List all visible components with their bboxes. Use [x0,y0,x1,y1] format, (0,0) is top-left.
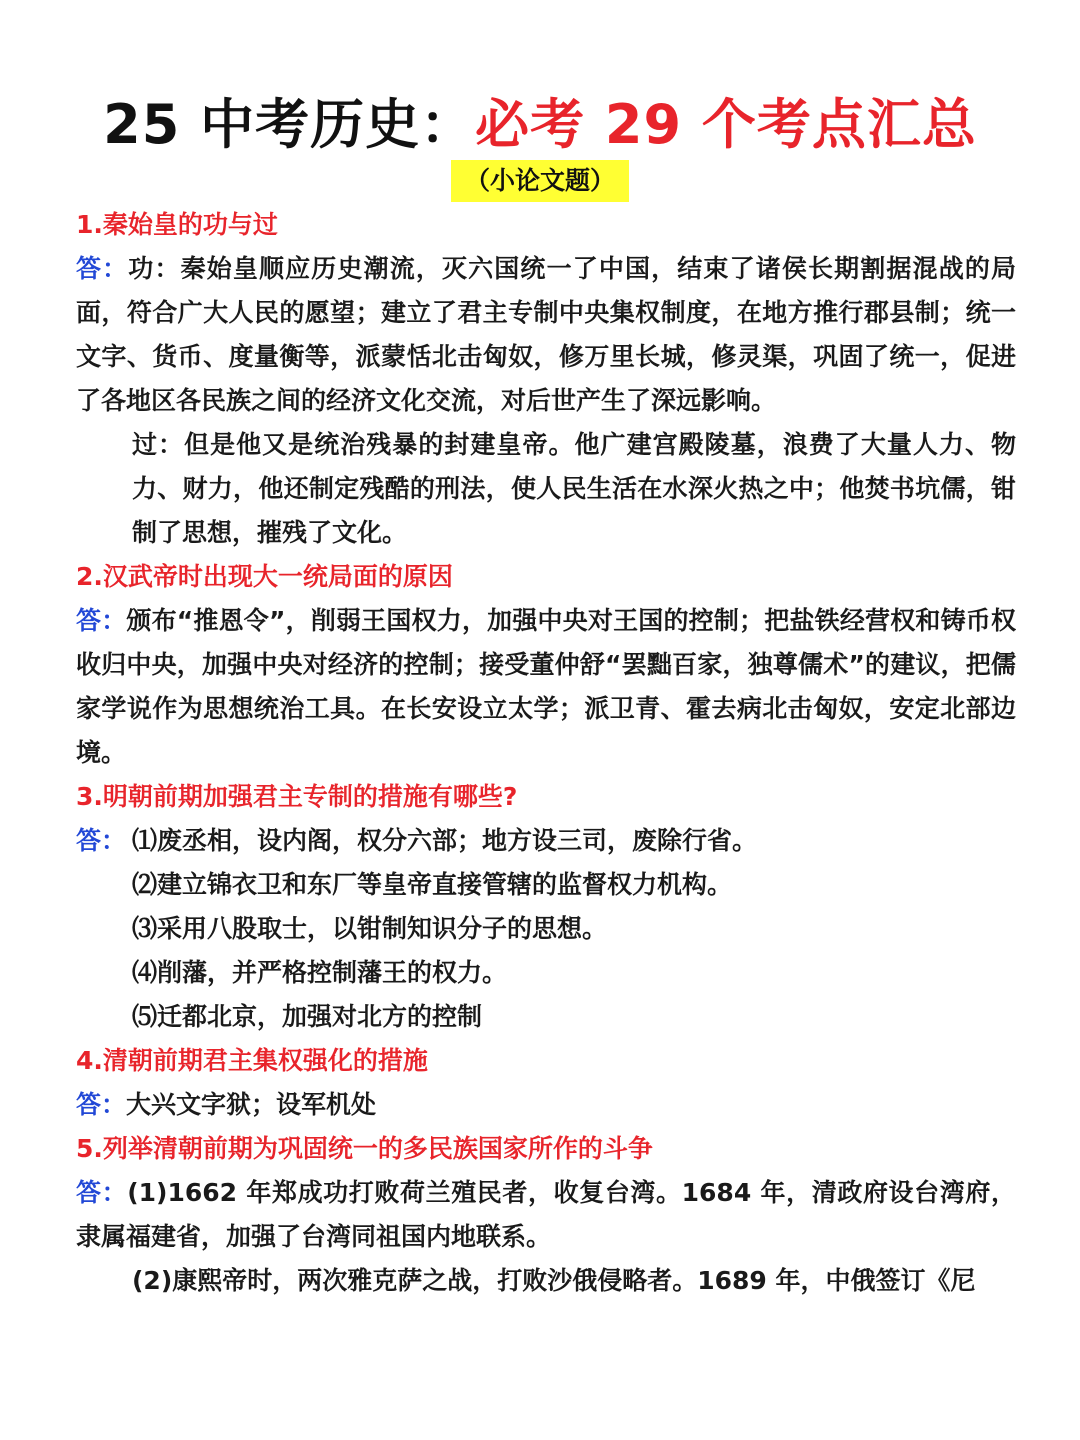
question-1: 1.秦始皇的功与过 [76,210,278,239]
answer-label: 答： [76,254,129,283]
answer-5-text: (1)1662 年郑成功打败荷兰殖民者，收复台湾。1684 年，清政府设台湾府，隶属福建省，加强了台湾同祖国内地联系。 [76,1178,1016,1251]
subtitle-highlight: （小论文题） [451,160,629,202]
answer-3-item: ⑶采用八股取士，以钳制知识分子的思想。 [132,914,608,943]
answer-2-text: 颁布“推恩令”，削弱王国权力，加强中央对王国的控制；把盐铁经营权和铸币权收归中央，加强中央对经济的控制；接受董仲舒“罢黜百家，独尊儒术”的建议，把儒家学说作为思想统治工具。在长安设立太学；派卫青、霍去病北击匈奴，安定北部边境。 [76,606,1016,767]
answer-label: 答： [76,1090,127,1119]
answer-4 [76,1083,1016,1127]
answer-3-item: ⑸迁都北京，加强对北方的控制 [132,1002,483,1031]
answer-label: 答： [76,606,127,635]
question-2: 2.汉武帝时出现大一统局面的原因 [76,562,453,591]
answer-label: 答： [76,1178,128,1207]
answer-3-item: ⑵建立锦衣卫和东厂等皇帝直接管辖的监督权力机构。 [132,870,733,899]
answer-label: 答： [76,826,127,855]
page-title [0,82,1080,159]
answer-3-item: ⑴废丞相，设内阁，权分六部；地方设三司，废除行省。 [132,826,758,855]
answer-3 [76,819,1016,1039]
answer-2 [76,599,1016,775]
answer-3-item: ⑷削藩，并严格控制藩王的权力。 [132,958,508,987]
question-5: 5.列举清朝前期为巩固统一的多民族国家所作的斗争 [76,1134,653,1163]
question-4: 4.清朝前期君主集权强化的措施 [76,1046,428,1075]
subtitle-wrap [0,160,1080,202]
title-black: 25 中考历史： [103,93,476,156]
answer-1 [76,247,1016,423]
title-red: 必考 29 个考点汇总 [475,93,977,156]
answer-1-text: 功：秦始皇顺应历史潮流，灭六国统一了中国，结束了诸侯长期割据混战的局面，符合广大人民的愿望；建立了君主专制中央集权制度，在地方推行郡县制；统一文字、货币、度量衡等，派蒙恬北击匈奴，修万里长城，修灵渠，巩固了统一，促进了各地区各民族之间的经济文化交流，对后世产生了深远影响。 [76,254,1016,415]
answer-5-extra: (2)康熙帝时，两次雅克萨之战，打败沙俄侵略者。1689 年，中俄签订《尼 [132,1266,976,1295]
answer-1-extra: 过：但是他又是统治残暴的封建皇帝。他广建宫殿陵墓，浪费了大量人力、物力、财力，他还制定残酷的刑法，使人民生活在水深火热之中；他焚书坑儒，钳制了思想，摧残了文化。 [132,430,1016,547]
answer-5 [76,1171,1016,1259]
answer-4-text: 大兴文字狱；设军机处 [126,1090,377,1119]
content [76,203,1016,1303]
question-3: 3.明朝前期加强君主专制的措施有哪些? [76,782,518,811]
